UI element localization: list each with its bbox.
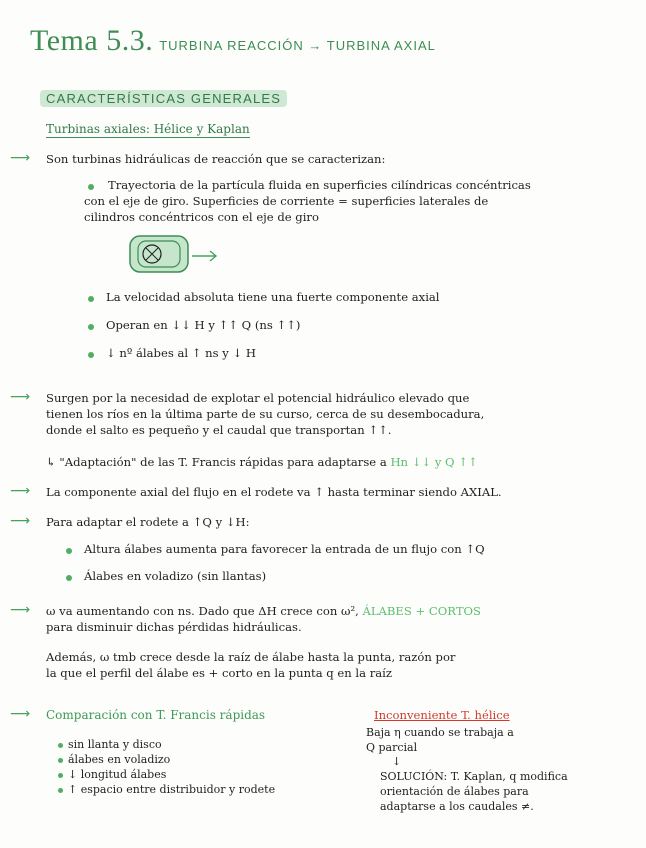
bullet-icon — [88, 324, 94, 330]
para5-line2: la que el perfil del álabe es + corto en la punta q en la raíz — [46, 666, 392, 680]
adaptacion-text: ↳ "Adaptación" de las T. Francis rápidas para adaptarse a — [46, 455, 387, 469]
section-heading: CARACTERÍSTICAS GENERALES — [40, 90, 287, 107]
arrow-icon: ⟶ — [10, 389, 31, 405]
inconveniente-line: Baja η cuando se trabaja a — [366, 726, 514, 739]
arrow-icon: ⟶ — [10, 483, 31, 499]
bullet-icon — [58, 773, 63, 778]
adaptacion-highlight: Hn ↓↓ y Q ↑↑ — [390, 455, 478, 469]
bullets2-1: Altura álabes aumenta para favorecer la entrada de un flujo con ↑Q — [84, 542, 485, 556]
arrow-icon: ⟶ — [10, 513, 31, 529]
para5-line1: Además, ω tmb crece desde la raíz de álabe hasta la punta, razón por — [46, 650, 456, 664]
bullet1-2: La velocidad absoluta tiene una fuerte componente axial — [106, 290, 440, 304]
arrow-icon: ⟶ — [10, 706, 31, 722]
para1-line3: donde el salto es pequeño y el caudal que transportan ↑↑. — [46, 423, 392, 437]
bullets2-2: Álabes en voladizo (sin llantas) — [84, 569, 267, 583]
para3: Para adaptar el rodete a ↑Q y ↓H: — [46, 515, 250, 529]
arrow-icon: ⟶ — [10, 150, 31, 166]
rotor-sketch-icon — [128, 232, 224, 276]
bullet-icon — [58, 788, 63, 793]
title-sub: TURBINA REACCIÓN → TURBINA AXIAL — [159, 38, 436, 53]
intro-text: Son turbinas hidráulicas de reacción que se caracterizan: — [46, 152, 386, 166]
page-title — [30, 24, 436, 58]
arrow-icon: ⟶ — [10, 602, 31, 618]
comparison-item: ↑ espacio entre distribuidor y rodete — [68, 783, 276, 796]
para4-line1 — [46, 604, 481, 619]
bullet-icon — [58, 743, 63, 748]
bullet-icon — [66, 575, 72, 581]
bullet1-line2: con el eje de giro. Superficies de corriente = superficies laterales de — [84, 194, 489, 208]
title-main: Tema 5.3. — [30, 24, 154, 57]
para4-text: ω va aumentando con ns. Dado que ΔH crece con ω², — [46, 604, 363, 618]
bullet1-line1: Trayectoria de la partícula fluida en superficies cilíndricas concéntricas — [108, 178, 531, 192]
comparison-item: ↓ longitud álabes — [68, 768, 167, 781]
comparison-heading: Comparación con T. Francis rápidas — [46, 708, 266, 722]
bullet1-line3: cilindros concéntricos con el eje de giro — [84, 210, 319, 224]
para4-line2: para disminuir dichas pérdidas hidráulicas. — [46, 620, 302, 634]
bullet1-4: ↓ nº álabes al ↑ ns y ↓ H — [106, 346, 257, 360]
para1-line1: Surgen por la necesidad de explotar el potencial hidráulico elevado que — [46, 391, 470, 405]
para4-highlight: ÁLABES + CORTOS — [362, 604, 482, 618]
bullet-icon — [88, 184, 94, 190]
bullet-icon — [88, 352, 94, 358]
comparison-item: álabes en voladizo — [68, 753, 171, 766]
bullet-icon — [66, 548, 72, 554]
bullet1-3: Operan en ↓↓ H y ↑↑ Q (ns ↑↑) — [106, 318, 301, 332]
adaptacion-line — [46, 455, 478, 470]
para2: La componente axial del flujo en el rodete va ↑ hasta terminar siendo AXIAL. — [46, 485, 502, 499]
bullet-icon — [58, 758, 63, 763]
inconveniente-line: ↓ — [392, 755, 402, 768]
inconveniente-line: orientación de álabes para — [380, 785, 529, 798]
bullet-icon — [88, 296, 94, 302]
inconveniente-line: SOLUCIÓN: T. Kaplan, q modifica — [380, 770, 568, 783]
inconveniente-line: adaptarse a los caudales ≠. — [380, 800, 534, 813]
para1-line2: tienen los ríos en la última parte de su curso, cerca de su desembocadura, — [46, 407, 485, 421]
section-subheading: Turbinas axiales: Hélice y Kaplan — [46, 122, 250, 136]
inconveniente-line: Q parcial — [366, 741, 418, 754]
inconveniente-heading: Inconveniente T. hélice — [374, 708, 510, 722]
comparison-item: sin llanta y disco — [68, 738, 162, 751]
